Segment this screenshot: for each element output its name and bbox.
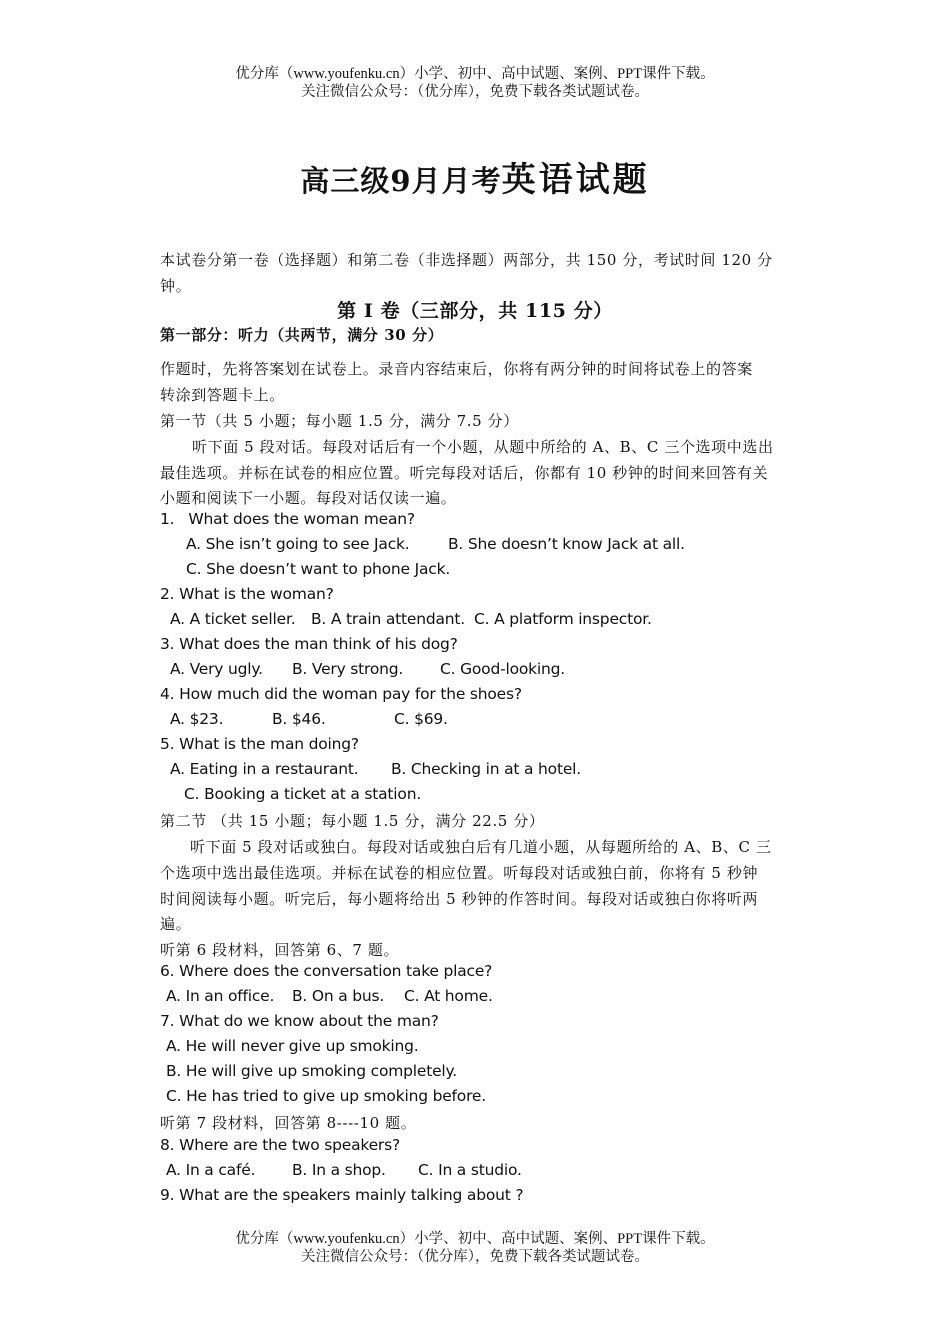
- section1-instruction-line-3: 小题和阅读下一小题。每段对话仅读一遍。: [160, 489, 457, 507]
- question-8-options: [166, 1161, 816, 1179]
- section2-instruction-line-1: 听下面 5 段对话或独白。每段对话或独白后有几道小题，从每题所给的 A、B、C 三: [190, 838, 772, 856]
- question-7-option-b: B. He will give up smoking completely.: [166, 1062, 458, 1080]
- section1-instruction-line-1: 听下面 5 段对话。每段对话后有一个小题，从题中所给的 A、B、C 三个选项中选出: [192, 438, 774, 456]
- page-footer-line-2: 关注微信公众号：（优分库），免费下载各类试题试卷。: [301, 1249, 649, 1265]
- question-8-option-b: B. In a shop.: [292, 1161, 386, 1179]
- question-1-option-a: A. She isn’t going to see Jack.: [186, 535, 410, 553]
- question-3-options: [170, 660, 820, 678]
- intro-line-1: 本试卷分第一卷（选择题）和第二卷（非选择题）两部分，共 150 分，考试时间 120 分: [160, 251, 773, 269]
- question-6-options: [166, 987, 816, 1005]
- section2-title: 第二节 （共 15 小题；每小题 1.5 分，满分 22.5 分）: [160, 812, 545, 830]
- title-part-2: 英语试题: [501, 160, 650, 200]
- question-8-option-a: A. In a café.: [166, 1161, 256, 1179]
- question-2-option-a: A. A ticket seller.: [170, 610, 296, 628]
- question-3-option-b: B. Very strong.: [292, 660, 404, 678]
- part1-instruction-line-2: 转涂到答题卡上。: [160, 386, 285, 404]
- question-1: [160, 510, 810, 528]
- page-title: [0, 152, 950, 201]
- title-part-1: 高三级9月月考: [300, 164, 502, 198]
- question-3-option-a: A. Very ugly.: [170, 660, 263, 678]
- page-header-line-2: 关注微信公众号：（优分库），免费下载各类试题试卷。: [301, 84, 649, 100]
- question-3-text: 3. What does the man think of his dog?: [160, 635, 458, 653]
- section2-instruction-line-4: 遍。: [160, 915, 192, 933]
- volume-title: 第 I 卷（三部分，共 115 分）: [337, 300, 613, 322]
- material-7-label: 听第 7 段材料，回答第 8----10 题。: [160, 1114, 417, 1132]
- question-1-option-b: B. She doesn’t know Jack at all.: [448, 535, 685, 553]
- question-7-option-c: C. He has tried to give up smoking before.: [166, 1087, 486, 1105]
- question-1-text: What does the woman mean?: [188, 510, 415, 528]
- question-5-options-row-1: [170, 760, 820, 778]
- material-6-label: 听第 6 段材料，回答第 6、7 题。: [160, 941, 400, 959]
- question-5-text: 5. What is the man doing?: [160, 735, 359, 753]
- question-5-option-b: B. Checking in at a hotel.: [391, 760, 582, 778]
- section2-instruction-line-3: 时间阅读每小题。听完后，每小题将给出 5 秒钟的作答时间。每段对话或独白你将听两: [160, 890, 759, 908]
- question-2-option-b: B. A train attendant.: [311, 610, 466, 628]
- question-5-option-c: C. Booking a ticket at a station.: [184, 785, 422, 803]
- question-4-option-a: A. $23.: [170, 710, 224, 728]
- question-6-option-b: B. On a bus.: [292, 987, 385, 1005]
- question-4-option-b: B. $46.: [272, 710, 326, 728]
- intro-line-2: 钟。: [160, 277, 192, 295]
- question-4-option-c: C. $69.: [394, 710, 448, 728]
- question-4-text: 4. How much did the woman pay for the shoes?: [160, 685, 522, 703]
- question-7-text: 7. What do we know about the man?: [160, 1012, 439, 1030]
- question-7-option-a: A. He will never give up smoking.: [166, 1037, 419, 1055]
- question-1-number: 1.: [160, 510, 175, 528]
- question-6-text: 6. Where does the conversation take place?: [160, 962, 493, 980]
- section1-title: 第一节（共 5 小题；每小题 1.5 分，满分 7.5 分）: [160, 412, 519, 430]
- page-header-line-1: 优分库（www.youfenku.cn）小学、初中、高中试题、案例、PPT课件下载。: [235, 66, 715, 82]
- question-3-option-c: C. Good-looking.: [440, 660, 566, 678]
- question-2-option-c: C. A platform inspector.: [474, 610, 652, 628]
- question-5-option-a: A. Eating in a restaurant.: [170, 760, 359, 778]
- part1-title: 第一部分：听力（共两节，满分 30 分）: [160, 326, 444, 344]
- question-6-option-a: A. In an office.: [166, 987, 275, 1005]
- part1-instruction-line-1: 作题时，先将答案划在试卷上。录音内容结束后，你将有两分钟的时间将试卷上的答案: [160, 360, 753, 378]
- page-footer-line-1: 优分库（www.youfenku.cn）小学、初中、高中试题、案例、PPT课件下载。: [235, 1231, 715, 1247]
- section2-instruction-line-2: 个选项中选出最佳选项。并标在试卷的相应位置。听每段对话或独白前，你将有 5 秒钟: [160, 864, 759, 882]
- question-1-options-row-1: [186, 535, 836, 553]
- question-2-options: [170, 610, 820, 628]
- question-9-text: 9. What are the speakers mainly talking about ?: [160, 1186, 524, 1204]
- question-8-text: 8. Where are the two speakers?: [160, 1136, 401, 1154]
- question-1-option-c: C. She doesn’t want to phone Jack.: [186, 560, 451, 578]
- question-6-option-c: C. At home.: [404, 987, 493, 1005]
- section1-instruction-line-2: 最佳选项。并标在试卷的相应位置。听完每段对话后，你都有 10 秒钟的时间来回答有关: [160, 464, 769, 482]
- question-8-option-c: C. In a studio.: [418, 1161, 522, 1179]
- question-4-options: [170, 710, 820, 728]
- question-2-text: 2. What is the woman?: [160, 585, 334, 603]
